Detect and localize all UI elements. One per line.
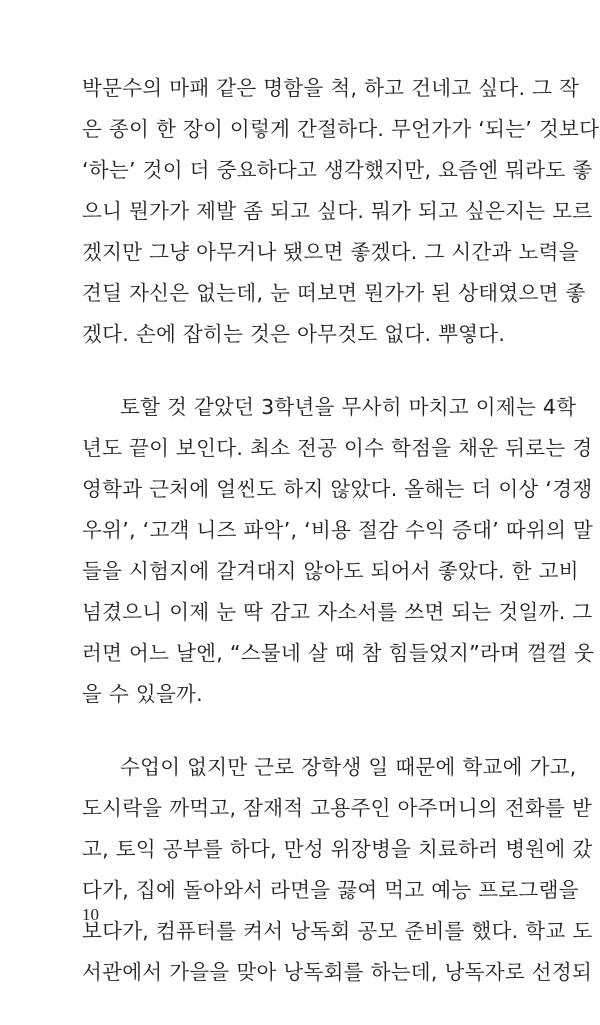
text-line: 을 수 있을까.: [82, 682, 203, 706]
paragraph-3: [82, 747, 593, 993]
text-line: 들을 시험지에 갈겨대지 않아도 되어서 좋았다. 한 고비: [82, 559, 579, 583]
text-line: 다가, 집에 돌아와서 라면을 끓여 먹고 예능 프로그램을: [82, 878, 579, 902]
text-line: 겠다. 손에 잡히는 것은 아무것도 없다. 뿌옇다.: [82, 322, 506, 346]
text-line: 서관에서 가을을 맞아 낭독회를 하는데, 낭독자로 선정되: [82, 960, 593, 984]
page-number: 10: [82, 905, 99, 924]
text-line: 넘겼으니 이제 눈 딱 감고 자소서를 쓰면 되는 것일까. 그: [82, 600, 593, 624]
text-line: 우위’, ‘고객 니즈 파악’, ‘비용 절감 수익 증대’ 따위의 말: [82, 518, 594, 542]
paragraph-1: [82, 68, 600, 355]
text-line: ‘하는’ 것이 더 중요하다고 생각했지만, 요즘엔 뭐라도 좋: [82, 158, 593, 182]
text-line: 박문수의 마패 같은 명함을 척, 하고 건네고 싶다. 그 작: [82, 76, 580, 100]
text-line: 은 종이 한 장이 이렇게 간절하다. 무언가가 ‘되는’ 것보다: [82, 117, 600, 141]
text-line: 도시락을 까먹고, 잠재적 고용주인 아주머니의 전화를 받: [82, 796, 593, 820]
text-line: 토할 것 같았던 3학년을 무사히 마치고 이제는 4학: [120, 395, 577, 419]
text-line: 영학과 근처에 얼씬도 하지 않았다. 올해는 더 이상 ‘경쟁: [82, 477, 593, 501]
text-line: 년도 끝이 보인다. 최소 전공 이수 학점을 채운 뒤로는 경: [82, 436, 593, 460]
text-line: 러면 어느 날엔, “스물네 살 때 참 힘들었지”라며 껄껄 웃: [82, 641, 595, 665]
text-line: 수업이 없지만 근로 장학생 일 때문에 학교에 가고,: [120, 755, 577, 779]
paragraph-2: [82, 387, 595, 715]
text-line: 겠지만 그냥 아무거나 됐으면 좋겠다. 그 시간과 노력을: [82, 240, 579, 264]
text-line: 으니 뭔가가 제발 좀 되고 싶다. 뭐가 되고 싶은지는 모르: [82, 199, 593, 223]
text-line: 고, 토익 공부를 하다, 만성 위장병을 치료하러 병원에 갔: [82, 837, 593, 861]
body-text: [82, 68, 600, 1025]
text-line: 견딜 자신은 없는데, 눈 떠보면 뭔가가 된 상태였으면 좋: [82, 281, 586, 305]
text-line: 보다가, 컴퓨터를 켜서 낭독회 공모 준비를 했다. 학교 도: [82, 919, 593, 943]
